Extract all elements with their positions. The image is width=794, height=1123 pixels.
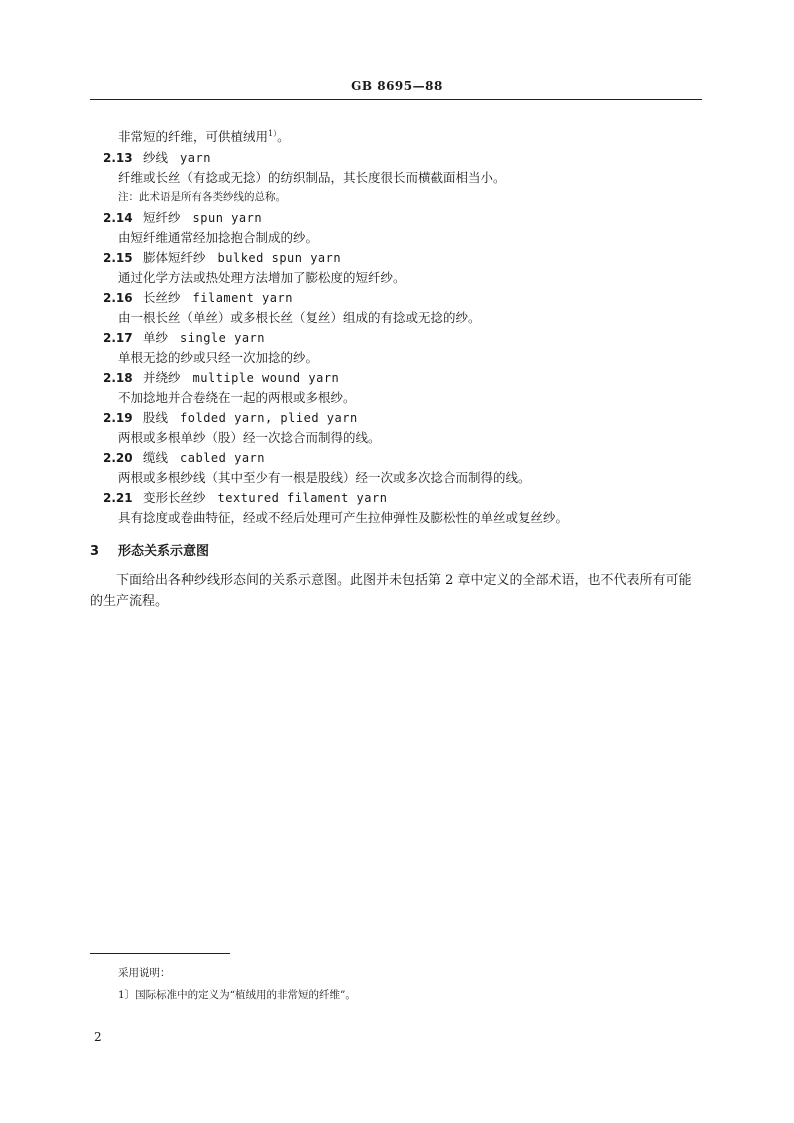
term-number: 2.17 [103, 331, 133, 345]
term-chinese: 并绕纱 [143, 370, 181, 385]
term-definition: 不加捻地并合卷绕在一起的两根或多根纱。 [118, 390, 356, 405]
term-definition: 单根无捻的纱或只经一次加捻的纱。 [118, 350, 319, 365]
term-english: filament yarn [192, 291, 293, 305]
term-number: 2.16 [103, 291, 133, 305]
term-chinese: 股线 [143, 410, 169, 425]
footnote-text: 1〕国际标准中的定义为“植绒用的非常短的纤维”。 [118, 989, 356, 1001]
footnote-mark: 1） [268, 129, 278, 138]
continuation-tail: 。 [277, 129, 290, 145]
term-number: 2.14 [103, 211, 133, 225]
document-header-code: GB 8695—88 [351, 79, 443, 93]
term-definition: 由一根长丝（单丝）或多根长丝（复丝）组成的有捻或无捻的纱。 [118, 310, 481, 325]
term-entry [103, 370, 339, 386]
term-entry [103, 410, 358, 426]
footnote-title: 采用说明： [118, 967, 171, 979]
section-paragraph: 下面给出各种纱线形态间的关系示意图。此图并未包括第 2 章中定义的全部术语，也不代表所有可能的生产流程。 [90, 573, 692, 609]
term-chinese: 缆线 [143, 450, 169, 465]
term-english: spun yarn [192, 211, 263, 225]
term-entry [103, 330, 265, 346]
term-number: 2.20 [103, 451, 133, 465]
term-english: cabled yarn [180, 451, 265, 465]
term-english: yarn [180, 151, 211, 165]
term-number: 2.15 [103, 251, 133, 265]
footnote-rule [90, 953, 230, 954]
term-english: folded yarn, plied yarn [180, 411, 358, 425]
term-chinese: 膨体短纤纱 [143, 250, 206, 265]
continuation-line [118, 126, 290, 145]
term-number: 2.18 [103, 371, 133, 385]
term-chinese: 短纤纱 [143, 210, 181, 225]
term-number: 2.13 [103, 151, 133, 165]
page-number: 2 [94, 1030, 102, 1044]
header-rule [90, 99, 702, 100]
section-heading [90, 540, 209, 559]
term-note: 注：此术语是所有各类纱线的总称。 [118, 191, 286, 203]
term-english: multiple wound yarn [192, 371, 340, 385]
term-number: 2.19 [103, 411, 133, 425]
term-english: textured filament yarn [217, 491, 388, 505]
term-entry [103, 150, 211, 166]
term-english: single yarn [180, 331, 265, 345]
term-entry [103, 210, 262, 226]
term-chinese: 变形长丝纱 [143, 490, 206, 505]
continuation-text: 非常短的纤维，可供植绒用 [118, 129, 269, 145]
term-entry [103, 450, 265, 466]
term-definition: 通过化学方法或热处理方法增加了膨松度的短纤纱。 [118, 270, 406, 285]
term-number: 2.21 [103, 491, 133, 505]
term-chinese: 单纱 [143, 330, 169, 345]
term-chinese: 纱线 [143, 150, 169, 165]
term-entry [103, 290, 293, 306]
term-entry [103, 250, 341, 266]
term-definition: 具有捻度或卷曲特征，经或不经后处理可产生拉伸弹性及膨松性的单丝或复丝纱。 [118, 510, 569, 525]
term-entry [103, 490, 387, 506]
term-definition: 纤维或长丝（有捻或无捻）的纺织制品，其长度很长而横截面相当小。 [118, 170, 506, 185]
term-definition: 由短纤维通常经加捻抱合制成的纱。 [118, 230, 319, 245]
term-definition: 两根或多根单纱（股）经一次捻合而制得的线。 [118, 430, 381, 445]
term-chinese: 长丝纱 [143, 290, 181, 305]
term-definition: 两根或多根纱线（其中至少有一根是股线）经一次或多次捻合而制得的线。 [118, 470, 531, 485]
term-english: bulked spun yarn [217, 251, 342, 265]
section-number: 3 [90, 544, 100, 559]
section-title: 形态关系示意图 [118, 544, 210, 559]
